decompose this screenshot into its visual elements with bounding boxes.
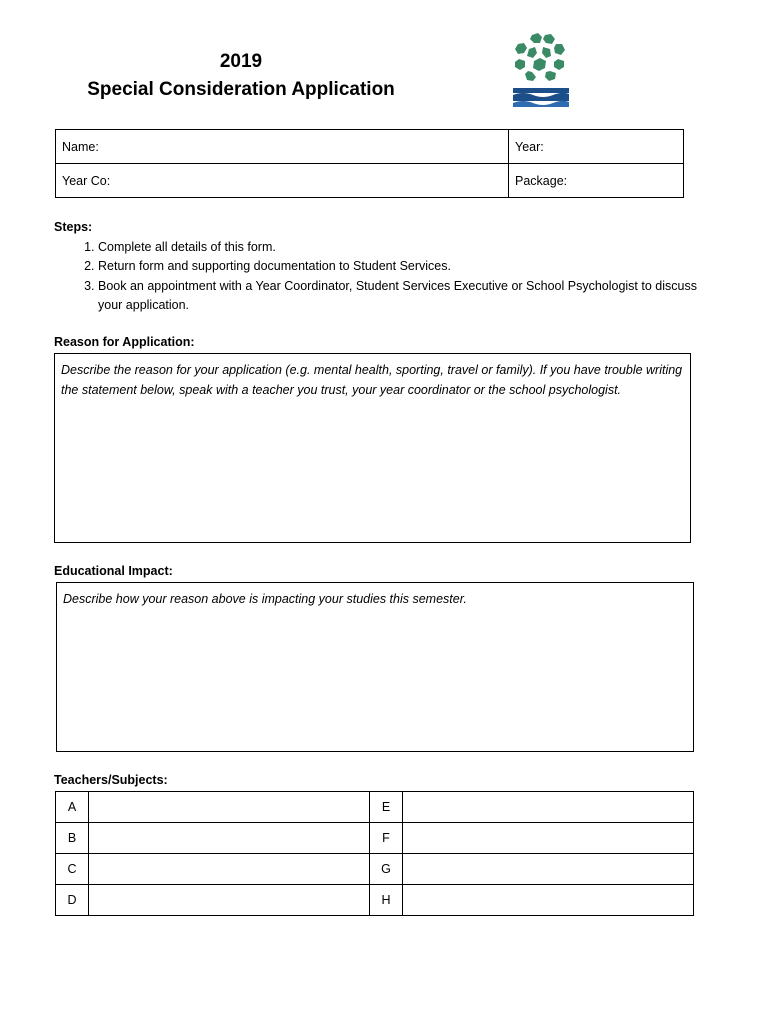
reason-textarea[interactable] — [54, 353, 691, 543]
school-crest-icon — [507, 31, 573, 111]
teacher-field[interactable] — [403, 885, 694, 916]
yearco-label: Year Co: — [62, 173, 111, 188]
table-row — [56, 885, 694, 916]
year-label: Year: — [515, 139, 544, 154]
teachers-table — [55, 791, 694, 916]
year-field[interactable] — [509, 130, 684, 164]
teacher-field[interactable] — [403, 792, 694, 823]
table-row — [56, 792, 694, 823]
title-text: Special Consideration Application — [87, 79, 395, 100]
step-item: 1. Complete all details of this form. — [98, 238, 714, 258]
table-row — [56, 854, 694, 885]
name-label: Name: — [62, 139, 99, 154]
steps-label: Steps: — [54, 220, 93, 234]
impact-textarea[interactable] — [56, 582, 694, 752]
row-label: H — [370, 885, 403, 916]
name-field[interactable] — [56, 130, 509, 164]
reason-prompt: Describe the reason for your application (e.g. mental health, sporting, travel or family). If you have trouble writing the statement below, speak with a teacher you trust, your year coordinator or the school psychologist. — [61, 363, 683, 397]
teacher-field[interactable] — [89, 885, 370, 916]
steps-list — [54, 238, 714, 316]
teachers-label: Teachers/Subjects: — [54, 773, 168, 787]
step-item: 2. Return form and supporting documentation to Student Services. — [98, 257, 714, 277]
teacher-field[interactable] — [89, 823, 370, 854]
package-field[interactable] — [509, 164, 684, 198]
teacher-field[interactable] — [403, 854, 694, 885]
row-label: B — [56, 823, 89, 854]
teacher-field[interactable] — [403, 823, 694, 854]
impact-prompt: Describe how your reason above is impacting your studies this semester. — [63, 592, 467, 606]
row-label: F — [370, 823, 403, 854]
reason-label: Reason for Application: — [54, 335, 195, 349]
row-label: G — [370, 854, 403, 885]
details-table — [55, 129, 684, 198]
details-row — [56, 130, 684, 164]
package-label: Package: — [515, 173, 568, 188]
yearco-field[interactable] — [56, 164, 509, 198]
table-row — [56, 823, 694, 854]
row-label: A — [56, 792, 89, 823]
details-row — [56, 164, 684, 198]
row-label: D — [56, 885, 89, 916]
teacher-field[interactable] — [89, 854, 370, 885]
teacher-field[interactable] — [89, 792, 370, 823]
step-item: 3. Book an appointment with a Year Coordinator, Student Services Executive or School Psychologist to discuss your application. — [98, 277, 714, 316]
page-title — [20, 48, 462, 104]
steps-section — [54, 218, 714, 316]
row-label: E — [370, 792, 403, 823]
row-label: C — [56, 854, 89, 885]
title-year: 2019 — [219, 51, 263, 72]
impact-label: Educational Impact: — [54, 564, 173, 578]
